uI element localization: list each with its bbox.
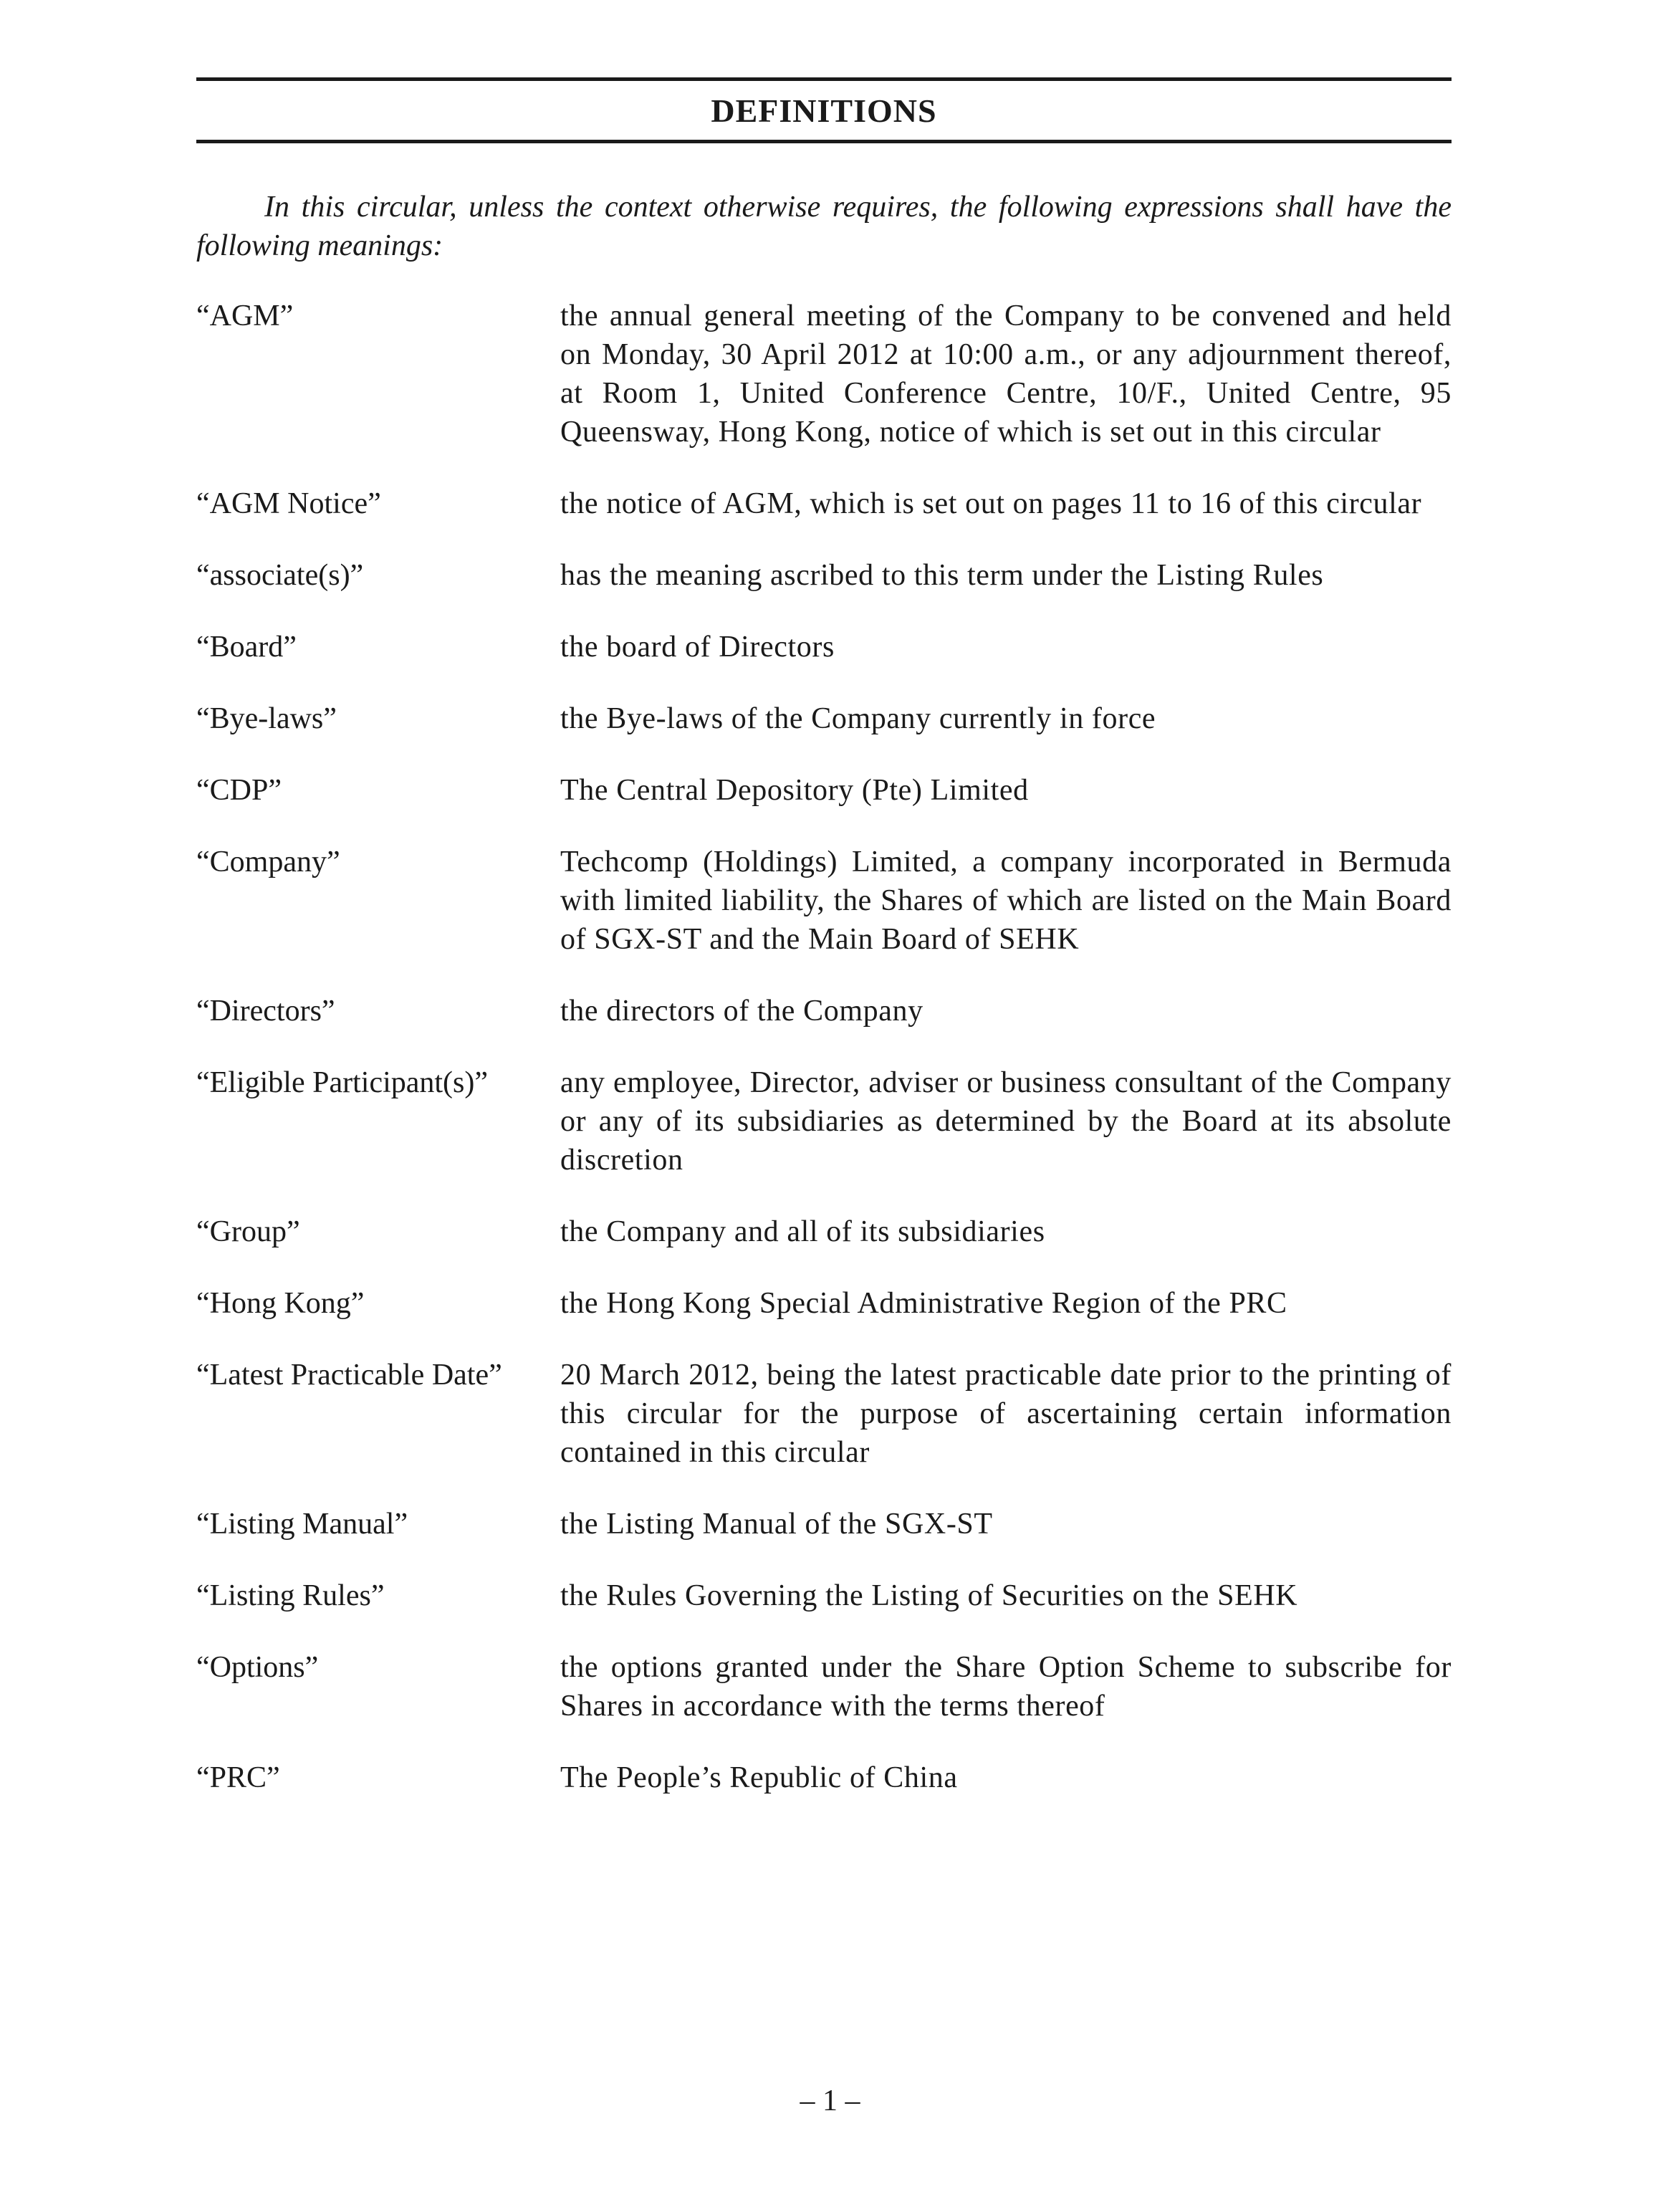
definition-meaning: 20 March 2012, being the latest practicable date prior to the printing of this circular for the purpose of ascertaining certain information contained in this circular xyxy=(560,1359,1452,1469)
definition-row xyxy=(196,1505,1452,1543)
definition-term: “Listing Rules” xyxy=(196,1579,385,1612)
definition-meaning: The Central Depository (Pte) Limited xyxy=(560,774,1029,807)
definition-term: “associate(s)” xyxy=(196,559,364,592)
definition-term: “Board” xyxy=(196,631,297,664)
definition-meaning: the annual general meeting of the Company to be convened and held on Monday, 30 April 2012 at 10:00 a.m., or any adjournment thereof, at Room 1, United Conference Centre, 10/F., United Centre, 95 Queensway, Hong Kong, notice of which is set out in this circular xyxy=(560,300,1452,449)
definition-meaning: Techcomp (Holdings) Limited, a company incorporated in Bermuda with limited liability, the Shares of which are listed on the Main Board of SGX-ST and the Main Board of SEHK xyxy=(560,846,1452,956)
definition-term: “Listing Manual” xyxy=(196,1508,408,1541)
definition-meaning: the Bye-laws of the Company currently in force xyxy=(560,702,1156,735)
definition-row xyxy=(196,1576,1452,1615)
definition-term: “Latest Practicable Date” xyxy=(196,1359,502,1392)
definition-meaning: the Hong Kong Special Administrative Region of the PRC xyxy=(560,1287,1287,1320)
definition-row xyxy=(196,1648,1452,1725)
header-top-rule xyxy=(196,77,1452,81)
page-title: DEFINITIONS xyxy=(711,92,937,129)
definition-meaning: any employee, Director, adviser or business consultant of the Company or any of its subsidiaries as determined by the Board at its absolute discretion xyxy=(560,1066,1452,1177)
definition-meaning: the directors of the Company xyxy=(560,995,923,1028)
document-page xyxy=(196,77,1452,1830)
definition-row xyxy=(196,1758,1452,1797)
definition-meaning: the Rules Governing the Listing of Securities on the SEHK xyxy=(560,1579,1298,1612)
definition-row xyxy=(196,484,1452,523)
definition-meaning: the options granted under the Share Option Scheme to subscribe for Shares in accordance with the terms thereof xyxy=(560,1651,1452,1723)
page-number: – 1 – xyxy=(800,2084,860,2117)
definition-term: “AGM Notice” xyxy=(196,487,381,520)
definition-row xyxy=(196,771,1452,810)
definition-term: “CDP” xyxy=(196,774,282,807)
definition-row xyxy=(196,1356,1452,1472)
definition-row xyxy=(196,628,1452,666)
definition-meaning: The People’s Republic of China xyxy=(560,1761,958,1794)
header-bottom-rule xyxy=(196,140,1452,143)
definition-term: “Bye-laws” xyxy=(196,702,337,735)
definition-row xyxy=(196,992,1452,1030)
definition-term: “AGM” xyxy=(196,300,294,332)
definition-row xyxy=(196,1284,1452,1323)
definition-term: “Company” xyxy=(196,846,340,878)
definition-term: “Group” xyxy=(196,1215,300,1248)
definition-row xyxy=(196,1212,1452,1251)
definitions-list xyxy=(196,297,1452,1797)
definition-meaning: the Company and all of its subsidiaries xyxy=(560,1215,1045,1248)
definition-term: “Eligible Participant(s)” xyxy=(196,1066,489,1099)
definition-term: “PRC” xyxy=(196,1761,280,1794)
definition-meaning: the board of Directors xyxy=(560,631,835,664)
definition-row xyxy=(196,1063,1452,1179)
definition-row xyxy=(196,843,1452,959)
definition-row xyxy=(196,699,1452,738)
definition-term: “Directors” xyxy=(196,995,335,1028)
intro-paragraph: In this circular, unless the context otherwise requires, the following expressions shall have the following meanings: xyxy=(196,191,1452,262)
definition-row xyxy=(196,297,1452,451)
definition-term: “Options” xyxy=(196,1651,319,1684)
definition-meaning: the notice of AGM, which is set out on pages 11 to 16 of this circular xyxy=(560,487,1422,520)
definition-meaning: the Listing Manual of the SGX-ST xyxy=(560,1508,993,1541)
definition-meaning: has the meaning ascribed to this term under the Listing Rules xyxy=(560,559,1324,592)
definition-term: “Hong Kong” xyxy=(196,1287,365,1320)
definition-row xyxy=(196,556,1452,595)
